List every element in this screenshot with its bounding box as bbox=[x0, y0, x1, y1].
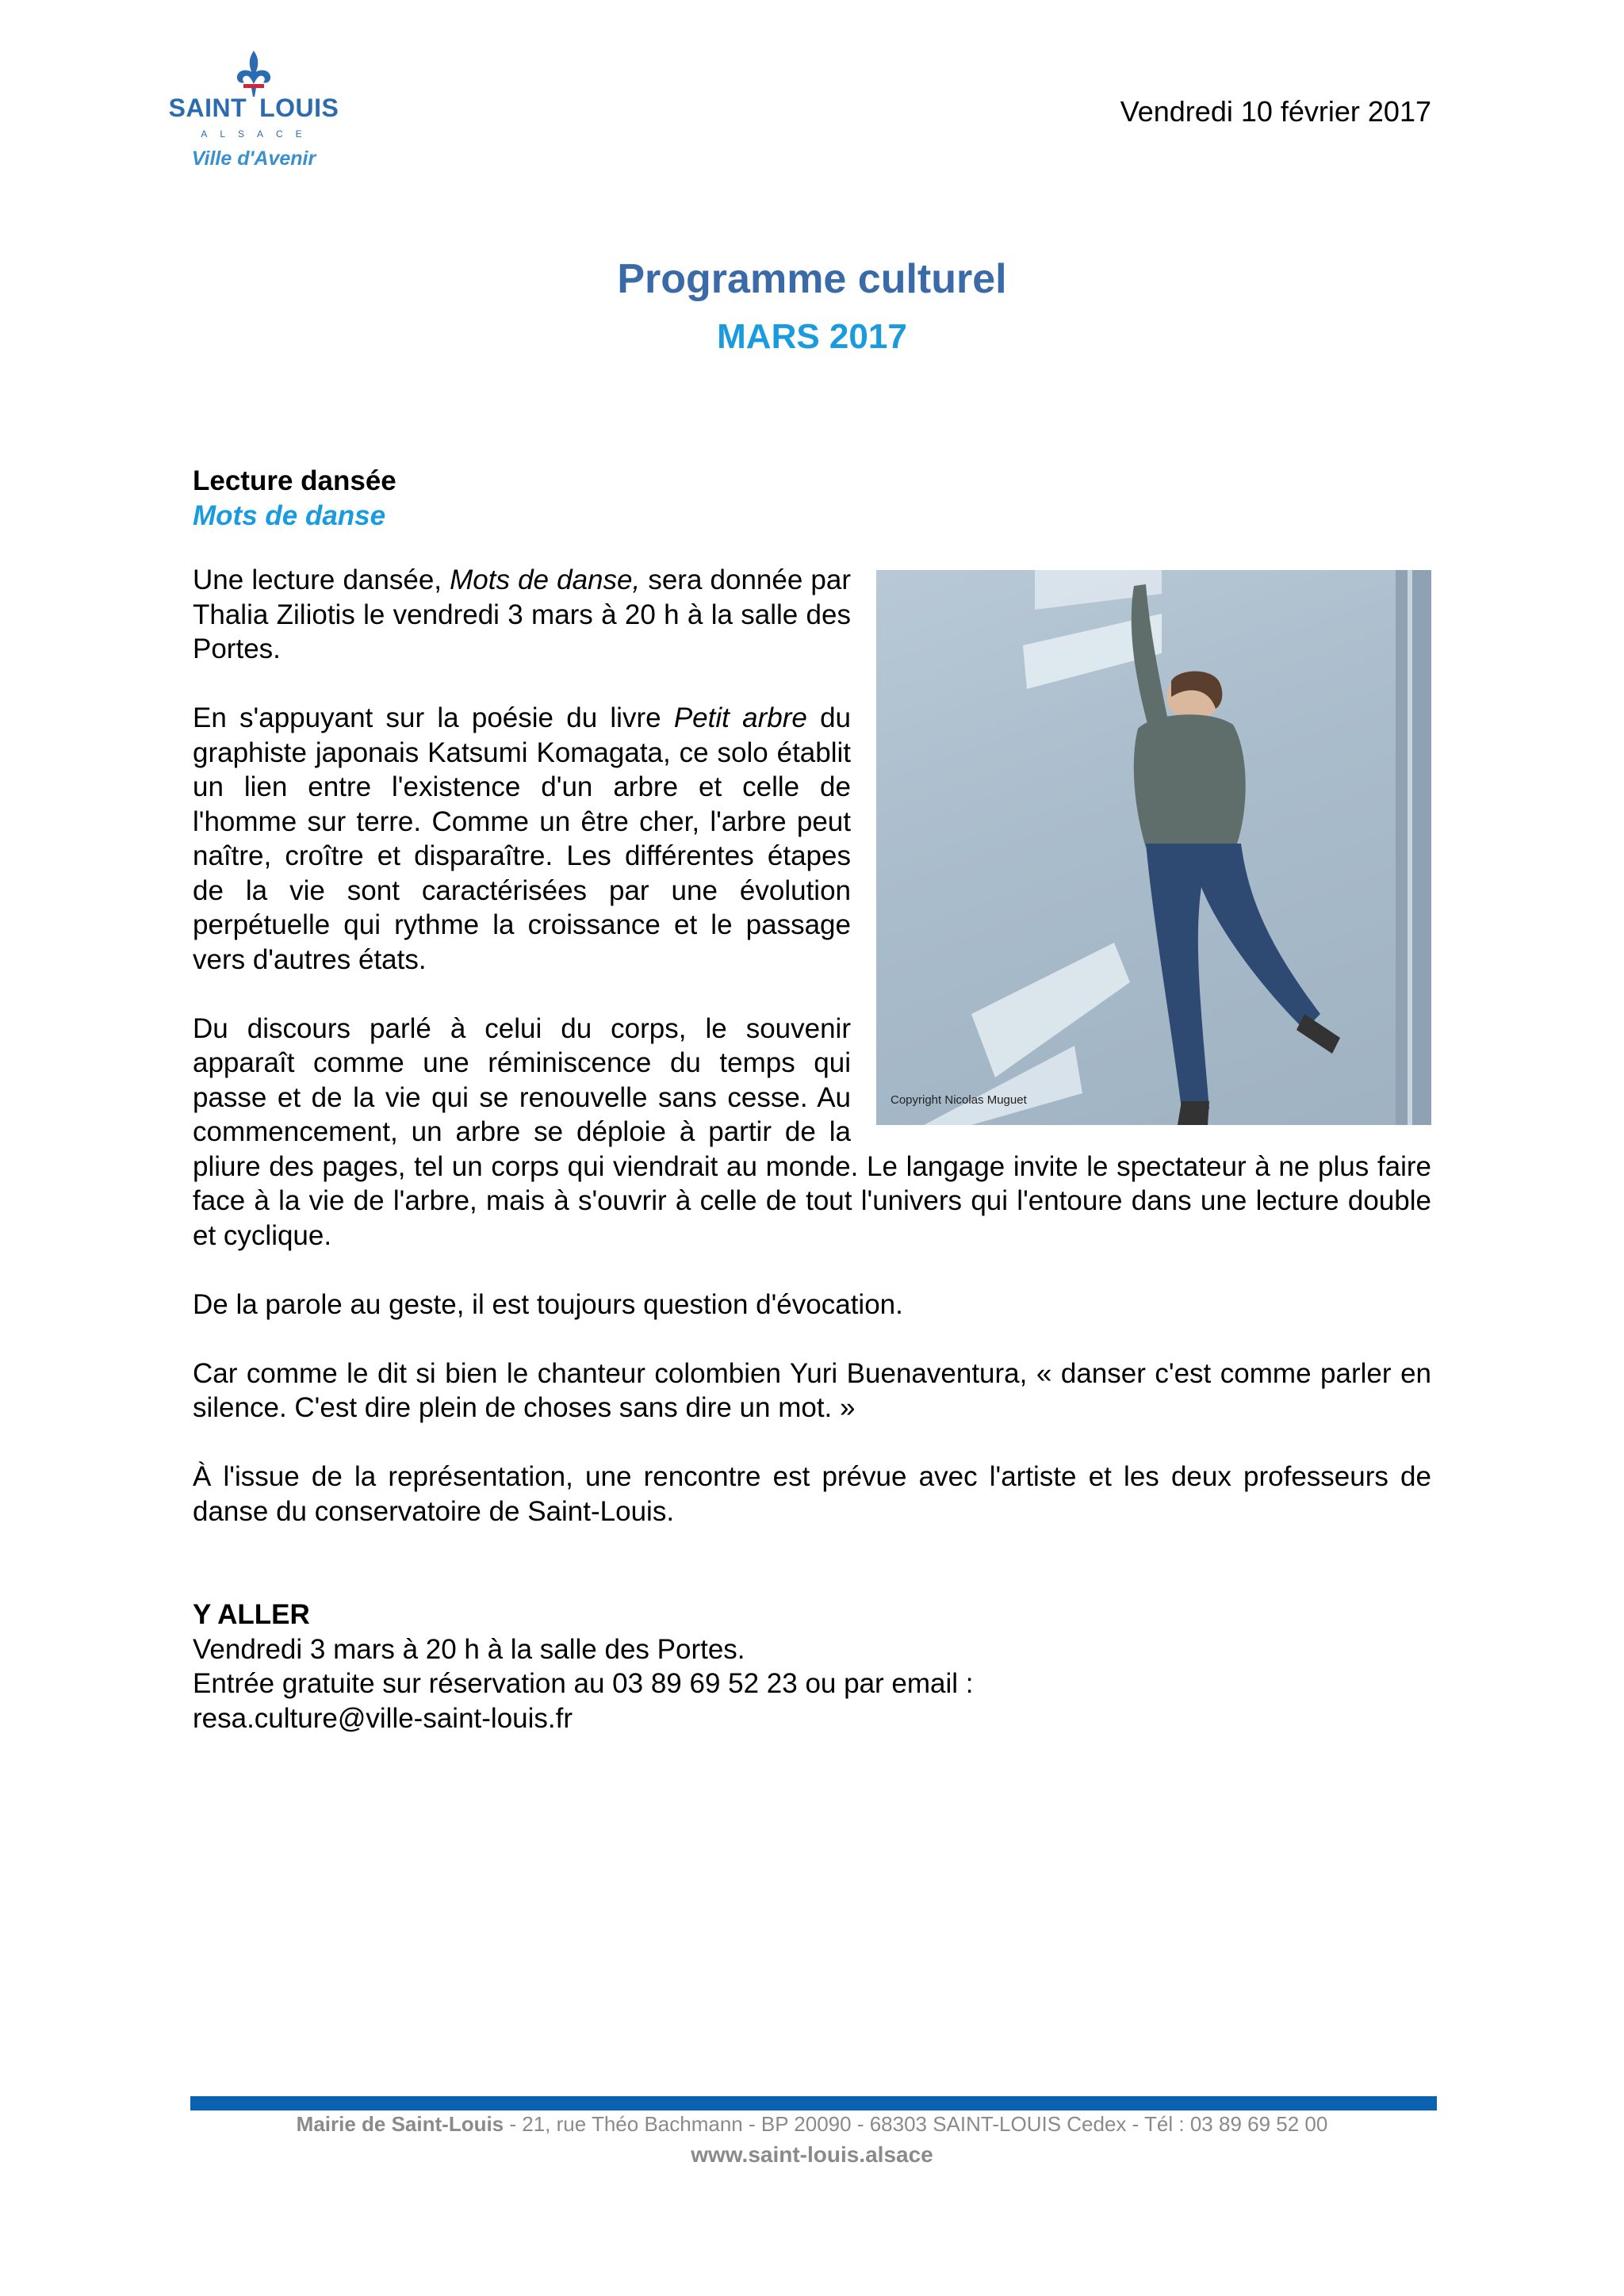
saint-louis-logo bbox=[159, 49, 349, 184]
paragraph-memory: Du discours parlé à celui du corps, le souvenir apparaît comme une réminiscence du temps qui passe et de la vie qui se renouvelle sans cesse. Au commencement, un arbre se déploie à partir de la pliure des pages, tel un corps qui viendrait au monde. Le langage invite le spectateur à ne plus faire face à la vie de l'arbre, mais à s'ouvrir à celle de tout l'univers qui l'entoure dans une lecture double et cyclique. bbox=[193, 1012, 1431, 1251]
paragraph-quote: Car comme le dit si bien le chanteur colombien Yuri Buenaventura, « danser c'est comme parler en silence. C'est dire plein de choses sans dire un mot. » bbox=[193, 1357, 1431, 1423]
dancer-photo bbox=[876, 570, 1431, 1125]
article-body bbox=[193, 563, 1431, 1735]
practical-heading: Y ALLER bbox=[193, 1599, 310, 1630]
logo-tagline: Ville d'Avenir bbox=[191, 147, 316, 170]
photo-credit: Copyright Nicolas Muguet bbox=[891, 1093, 1027, 1107]
logo-region: ALSACE bbox=[201, 128, 315, 140]
dancer-photo-illustration bbox=[876, 570, 1431, 1125]
practical-booking: Entrée gratuite sur réservation au 03 89 69 52 23 ou par email : bbox=[193, 1668, 974, 1699]
footer-divider bbox=[190, 2096, 1437, 2110]
paragraph-poetry: En s'appuyant sur la poésie du livre Petit arbre du graphiste japonais Katsumi Komagata, ce solo établit un lien entre l'existence d'un arbre et celle de l'homme sur terre. Comme un être cher, l'arbre peut naître, croître et disparaître. Les différentes étapes de la vie sont caractérisées par une évolution perpétuelle qui rythme la croissance et le passage vers d'autres états. bbox=[193, 702, 852, 975]
footer-website-link[interactable]: www.saint-louis.alsace bbox=[691, 2142, 933, 2167]
paragraph-intro: Une lecture dansée, Mots de danse, sera donnée par Thalia Ziliotis le vendredi 3 mars à 20 h à la salle des Portes. bbox=[193, 564, 852, 664]
section-subheading: Mots de danse bbox=[193, 500, 386, 531]
paragraph-meeting: À l'issue de la représentation, une rencontre est prévue avec l'artiste et les deux professeurs de danse du conservatoire de Saint-Louis. bbox=[193, 1461, 1431, 1527]
logo-wordmark: SAINT LOUIS bbox=[168, 94, 339, 122]
practical-info bbox=[193, 1598, 1431, 1735]
section-heading: Lecture dansée bbox=[193, 465, 396, 496]
paragraph-evocation: De la parole au geste, il est toujours question d'évocation. bbox=[193, 1288, 903, 1320]
page-title: Programme culturel bbox=[617, 256, 1007, 302]
practical-date: Vendredi 3 mars à 20 h à la salle des Portes. bbox=[193, 1633, 745, 1665]
page-subtitle: MARS 2017 bbox=[717, 317, 907, 356]
document-date: Vendredi 10 février 2017 bbox=[1120, 95, 1431, 128]
footer-address: Mairie de Saint-Louis - 21, rue Théo Bachmann - BP 20090 - 68303 SAINT-LOUIS Cedex - Tél : 03 89 69 52 00 bbox=[296, 2112, 1328, 2136]
practical-email[interactable]: resa.culture@ville-saint-louis.fr bbox=[193, 1702, 573, 1734]
